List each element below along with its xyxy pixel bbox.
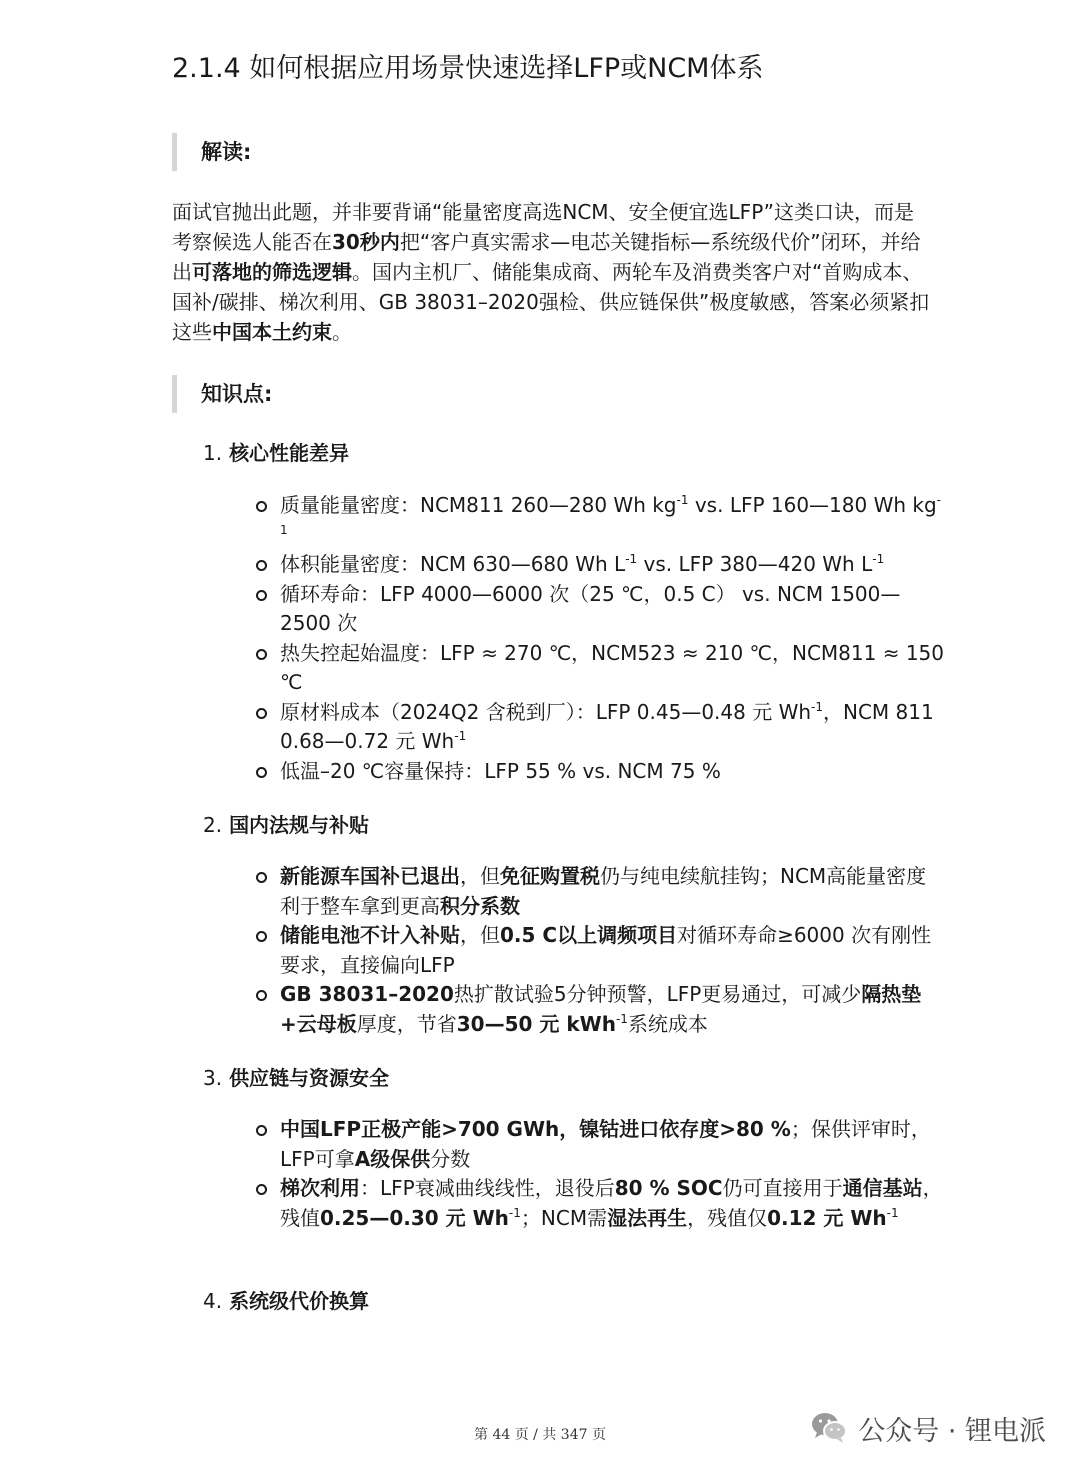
superscript: -1 <box>872 552 885 566</box>
list-item <box>256 639 946 698</box>
superscript: -1 <box>625 552 638 566</box>
text-run: 低温–20 ℃容量保持：LFP 55 % vs. NCM 75 % <box>280 758 721 783</box>
text-run: ，残值 <box>280 1176 943 1230</box>
text-run: ，但 <box>460 923 500 947</box>
text-run: 原材料成本（2024Q2 含税到厂）：LFP 0.45—0.48 元 Wh <box>280 699 812 724</box>
text-run: ；NCM需 <box>520 1205 608 1230</box>
bullet-icon <box>256 708 267 719</box>
list-number: 1. <box>203 441 223 465</box>
bullet-icon <box>256 767 267 778</box>
superscript: -1 <box>280 493 942 537</box>
section-2-list <box>256 862 946 1039</box>
list-item <box>256 1174 946 1233</box>
section-4-heading <box>203 1286 369 1316</box>
section-4-title: 系统级代价换算 <box>229 1289 370 1313</box>
text-run: 质量能量密度：NCM811 260—280 Wh kg <box>280 493 677 517</box>
superscript: -1 <box>811 699 823 714</box>
text-run: 。国内主机厂、储能集成商、两轮车及消费类客户对“首购成本、国补/碳排、梯次利用、GB 38031–2020强检、供应链保供”极度敏感，答案必须紧扣这些 <box>172 260 930 344</box>
bullet-icon <box>256 872 267 883</box>
wechat-icon <box>810 1411 848 1445</box>
text-run: ，残值仅 <box>687 1205 768 1230</box>
text-run: 仍与纯电续航挂钩；NCM高能量密度利于整车拿到更高 <box>280 864 927 918</box>
list-item <box>256 980 946 1039</box>
section-1-list <box>256 491 946 786</box>
text-run: vs. LFP 380—420 Wh L <box>637 552 873 576</box>
list-number: 3. <box>203 1066 223 1090</box>
bullet-icon <box>256 931 267 942</box>
bold-text: 湿法再生 <box>607 1205 688 1230</box>
text-run: 热失控起始温度：LFP ≈ 270 ℃，NCM523 ≈ 210 ℃，NCM811 ≈ 150 ℃ <box>280 640 944 694</box>
text-run: 。 <box>332 320 352 344</box>
section-3-title: 供应链与资源安全 <box>229 1066 390 1090</box>
list-item <box>256 491 946 550</box>
bold-text: 梯次利用 <box>280 1176 360 1200</box>
bold-text: 30—50 元 kWh <box>456 1011 616 1036</box>
list-item <box>256 862 946 921</box>
superscript: -1 <box>676 493 689 507</box>
list-item <box>256 1115 946 1174</box>
text-run: ，但 <box>460 864 500 888</box>
watermark <box>810 1408 1046 1448</box>
bold-text: 80 % SOC <box>614 1176 723 1200</box>
text-run: 把“客户真实需求—电芯关键指标—系统级代价”闭环，并给出 <box>172 230 921 284</box>
section-3-list <box>256 1115 946 1233</box>
text-run: vs. LFP 160—180 Wh kg <box>688 493 937 517</box>
text-run: 分数 <box>430 1146 471 1171</box>
superscript: -1 <box>454 729 467 743</box>
list-item <box>256 921 946 980</box>
bold-text: A级保供 <box>354 1146 431 1171</box>
superscript: -1 <box>615 1011 628 1026</box>
list-item <box>256 757 946 787</box>
bold-text: 0.12 元 Wh <box>767 1205 887 1230</box>
text-run: ；保供评审时，LFP可拿 <box>280 1117 931 1171</box>
watermark-text: 公众号 · 锂电派 <box>858 1415 1046 1447</box>
bold-text: 储能电池不计入补贴 <box>280 923 460 947</box>
superscript: -1 <box>508 1205 521 1220</box>
bullet-icon <box>256 990 267 1001</box>
bold-text: 免征购置税 <box>500 864 600 888</box>
bold-text: 积分系数 <box>440 893 520 918</box>
interpretation-paragraph <box>172 197 932 347</box>
text-run: 厚度，节省 <box>356 1011 457 1036</box>
list-number: 4. <box>203 1289 223 1313</box>
superscript: -1 <box>886 1205 899 1220</box>
interpretation-heading: 解读: <box>172 133 251 171</box>
bold-text: 可落地的筛选逻辑 <box>192 260 352 284</box>
bold-text: 新能源车国补已退出 <box>280 864 460 888</box>
bullet-icon <box>256 590 267 601</box>
text-run: 对循环寿命≥6000 次有刚性要求，直接偏向LFP <box>280 923 932 977</box>
section-2-heading <box>203 810 369 840</box>
bold-text: 中国LFP正极产能>700 GWh，镍钴进口依存度>80 % <box>280 1117 791 1141</box>
list-item <box>256 550 946 580</box>
bold-text: 中国本土约束 <box>212 320 332 344</box>
list-item <box>256 580 946 639</box>
list-number: 2. <box>203 813 223 837</box>
section-1-title: 核心性能差异 <box>229 441 350 465</box>
section-1-heading <box>203 438 349 468</box>
section-2-title: 国内法规与补贴 <box>229 813 370 837</box>
text-run: ，NCM 811 0.68—0.72 元 Wh <box>280 699 934 753</box>
bullet-icon <box>256 1125 267 1136</box>
bullet-icon <box>256 649 267 660</box>
bold-text: 30秒内 <box>332 230 400 254</box>
bold-text: 0.25—0.30 元 Wh <box>320 1205 509 1230</box>
section-title: 2.1.4 如何根据应用场景快速选择LFP或NCM体系 <box>172 53 764 84</box>
text-run: 面试官抛出此题，并非要背诵“能量密度高选NCM、安全便宜选LFP”这类口诀，而是考察候选人能否在 <box>172 200 914 254</box>
list-item <box>256 698 946 757</box>
bullet-icon <box>256 1184 267 1195</box>
bullet-icon <box>256 560 267 571</box>
page-footer: 第 44 页 / 共 347 页 <box>474 1427 606 1443</box>
text-run: 仍可直接用于 <box>722 1176 843 1200</box>
knowledge-heading: 知识点: <box>172 375 272 413</box>
text-run: 热扩散试验5分钟预警，LFP更易通过，可减少 <box>453 982 862 1006</box>
text-run: 体积能量密度：NCM 630—680 Wh L <box>280 552 626 576</box>
bold-text: 0.5 C以上调频项目 <box>500 923 678 947</box>
text-run: ：LFP衰减曲线线性，退役后 <box>360 1176 615 1200</box>
text-run: 循环寿命：LFP 4000—6000 次（25 ℃，0.5 C） vs. NCM 1500—2500 次 <box>280 581 901 635</box>
bullet-icon <box>256 501 267 512</box>
section-3-heading <box>203 1063 389 1093</box>
text-run: 系统成本 <box>627 1011 708 1036</box>
bold-text: GB 38031–2020 <box>280 982 454 1006</box>
bold-text: 隔热垫+云母板 <box>280 982 922 1036</box>
bold-text: 通信基站 <box>842 1176 923 1200</box>
